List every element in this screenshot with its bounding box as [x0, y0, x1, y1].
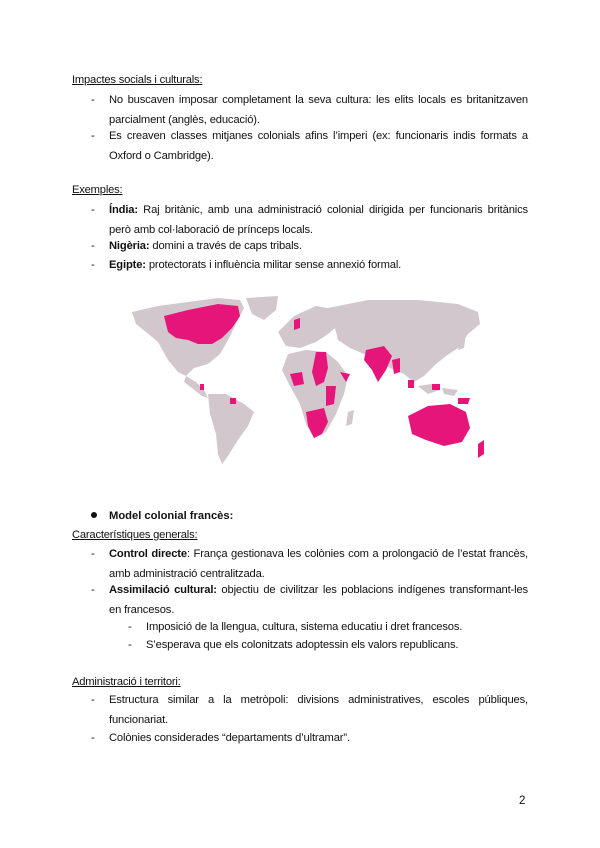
- dash-bullet: -: [91, 240, 95, 252]
- sub-list-item-text: Imposició de la llengua, cultura, sistema educatiu i dret francesos.: [146, 621, 463, 633]
- characteristic-text-assimilation: objectiu de civilitzar les poblacions indígenes transformant-les en francesos.: [109, 584, 528, 616]
- map-british-territory: [294, 318, 300, 330]
- example-label-egypt: Egipte:: [109, 259, 146, 271]
- sub-list-item-text: S’esperava que els colonitzats adoptessin els valors republicans.: [146, 639, 459, 651]
- heading-administration-territory: Administració i territori:: [72, 676, 181, 688]
- list-item: [91, 91, 528, 130]
- list-item: [91, 545, 528, 584]
- example-label-nigeria: Nigèria:: [109, 240, 150, 252]
- bullet-dot-icon: [91, 512, 97, 518]
- list-item-text: [109, 581, 528, 620]
- list-item-text: [109, 256, 528, 276]
- sub-list-item: [128, 636, 528, 656]
- heading-general-characteristics: Característiques generals:: [72, 529, 198, 541]
- bullet-title-text: Model colonial francès:: [109, 510, 234, 522]
- heading-examples: Exemples:: [72, 184, 123, 196]
- dash-bullet: -: [91, 259, 95, 271]
- dash-bullet: -: [91, 694, 95, 706]
- dash-bullet: -: [91, 130, 95, 142]
- list-item: [91, 729, 528, 749]
- map-british-territory: [458, 398, 470, 404]
- world-map-image: [128, 294, 491, 466]
- list-item-text: Estructura similar a la metròpoli: divisions administratives, escoles públiques, funcionariat.: [109, 694, 528, 726]
- list-item-text: [109, 201, 528, 240]
- dash-bullet: -: [91, 548, 95, 560]
- list-item: [91, 201, 528, 240]
- dash-bullet: -: [91, 94, 95, 106]
- list-item: [91, 127, 528, 166]
- characteristic-label-direct-control: Control directe: [109, 548, 187, 560]
- example-label-india: Índia:: [109, 204, 138, 216]
- list-item-text: Colònies considerades “departaments d’ultramar”.: [109, 732, 350, 744]
- dash-bullet: -: [91, 584, 95, 596]
- map-british-territory: [200, 384, 204, 390]
- map-british-territory: [432, 384, 440, 390]
- list-item: [91, 256, 528, 276]
- characteristic-text-direct-control: : França gestionava les colònies com a prolongació de l’estat francès, amb administració centralitzada.: [109, 548, 528, 580]
- dash-bullet: -: [91, 732, 95, 744]
- example-text-india: Raj britànic, amb una administració colonial dirigida per funcionaris britànics però amb col·laboració de prínceps locals.: [109, 204, 528, 236]
- dash-bullet: -: [128, 621, 132, 633]
- bullet-title-french-model: [91, 508, 233, 524]
- list-item: [91, 237, 528, 257]
- map-british-territory: [408, 380, 414, 388]
- list-item-text: Es creaven classes mitjanes colonials afins l’imperi (ex: funcionaris indis formats a Oxford o Cambridge).: [109, 130, 528, 162]
- map-british-territory: [230, 398, 236, 404]
- dash-bullet: -: [128, 639, 132, 651]
- list-item: [91, 581, 528, 620]
- dash-bullet: -: [91, 204, 95, 216]
- example-text-nigeria: domini a través de caps tribals.: [149, 240, 302, 252]
- list-item-text: [109, 545, 528, 584]
- sub-list-item: [128, 618, 528, 638]
- example-text-egypt: protectorats i influència militar sense annexió formal.: [145, 259, 402, 271]
- heading-social-cultural-impacts: Impactes socials i culturals:: [72, 74, 203, 86]
- page-number: 2: [519, 795, 526, 807]
- list-item-text: No buscaven imposar completament la seva cultura: les elits locals es britanitzaven parcialment (anglès, educació).: [109, 94, 528, 126]
- list-item-text: [109, 237, 528, 257]
- characteristic-label-assimilation: Assimilació cultural:: [109, 584, 217, 596]
- list-item: [91, 691, 528, 730]
